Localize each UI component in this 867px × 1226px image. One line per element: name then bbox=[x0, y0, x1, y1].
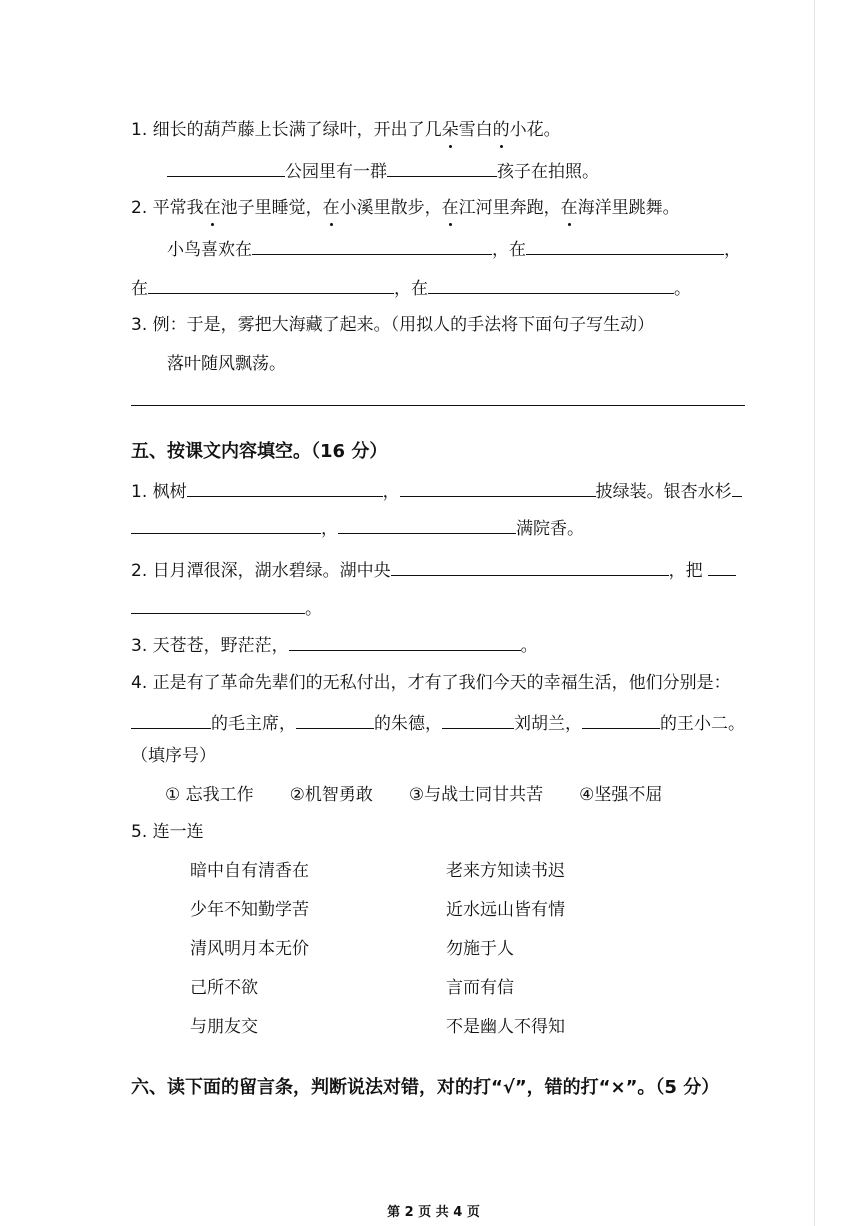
text-segment: 正是有了革命先辈们的无私付出，才有了我们今天的幸福生活，他们分别是： bbox=[152, 673, 731, 693]
section-6-heading: 六、读下面的留言条，判断说法对错，对的打“√”，错的打“×”。（5 分） bbox=[131, 1077, 720, 1098]
text-segment: 雪白 bbox=[458, 120, 493, 140]
answer-blank[interactable] bbox=[131, 595, 305, 614]
answer-blank[interactable] bbox=[131, 515, 321, 534]
answer-blank[interactable] bbox=[296, 710, 374, 729]
q1-sentence bbox=[131, 118, 561, 142]
s5-q1-line-1 bbox=[131, 478, 742, 504]
q-number: 2. bbox=[131, 561, 148, 581]
text-segment: 日月潭很深，湖水碧绿。湖中央 bbox=[152, 561, 391, 581]
text-segment: 小溪里散步， bbox=[339, 198, 442, 218]
text-segment: 。 bbox=[674, 279, 691, 299]
answer-blank[interactable] bbox=[187, 478, 383, 497]
option-3: ③与战士同甘共苦 bbox=[408, 785, 544, 805]
answer-blank[interactable] bbox=[732, 478, 742, 497]
s5-q2-line-1 bbox=[131, 557, 736, 583]
answer-blank[interactable] bbox=[708, 557, 736, 576]
match-right-4[interactable]: 言而有信 bbox=[446, 978, 514, 998]
text-segment: ， bbox=[724, 240, 741, 260]
text-segment: 的毛主席， bbox=[211, 714, 296, 734]
text-segment: 海洋里跳舞。 bbox=[577, 198, 680, 218]
text-segment: 披绿装。银杏水杉 bbox=[595, 482, 732, 502]
section-5-heading: 五、按课文内容填空。（16 分） bbox=[131, 441, 388, 462]
q-number: 1. bbox=[131, 482, 148, 502]
q-number: 5. bbox=[131, 822, 148, 842]
answer-blank[interactable] bbox=[526, 236, 724, 255]
s5-q2-line-2 bbox=[131, 595, 322, 621]
q3-sentence bbox=[167, 352, 286, 376]
match-right-3[interactable]: 勿施于人 bbox=[446, 939, 514, 959]
dotted-char: 在 bbox=[322, 198, 340, 218]
match-left-3[interactable]: 清风明月本无价 bbox=[190, 939, 309, 959]
match-left-1[interactable]: 暗中自有清香在 bbox=[190, 861, 309, 881]
s5-q5-title bbox=[131, 820, 204, 844]
answer-blank[interactable] bbox=[167, 158, 285, 177]
answer-blank[interactable] bbox=[338, 515, 516, 534]
answer-blank[interactable] bbox=[289, 632, 521, 651]
s5-q4-hint: （填序号） bbox=[131, 746, 216, 766]
text-segment: 孩子在拍照。 bbox=[497, 162, 599, 182]
text-segment: 。 bbox=[520, 636, 538, 656]
s5-q3-line bbox=[131, 632, 538, 658]
text-segment: 。 bbox=[305, 599, 322, 619]
s5-q1-line-2 bbox=[131, 515, 584, 541]
s5-q4-blanks bbox=[131, 710, 745, 736]
text-segment: 天苍苍，野茫茫， bbox=[152, 636, 289, 656]
text-segment: 连一连 bbox=[152, 822, 204, 842]
option-4: ④坚强不屈 bbox=[579, 785, 663, 805]
text-segment: ，把 bbox=[668, 561, 703, 581]
match-right-2[interactable]: 近水远山皆有情 bbox=[446, 900, 565, 920]
q1-fill-line bbox=[167, 158, 599, 184]
text-segment: ， bbox=[382, 482, 400, 502]
dotted-char: 在 bbox=[203, 198, 221, 218]
match-left-2[interactable]: 少年不知勤学苦 bbox=[190, 900, 309, 920]
match-left-4[interactable]: 己所不欲 bbox=[190, 978, 258, 998]
answer-blank[interactable] bbox=[148, 275, 394, 294]
text-segment: 例：于是，雾把大海藏了起来。（用拟人的手法将下面句子写生动） bbox=[152, 315, 655, 335]
q-number: 1. bbox=[131, 120, 148, 140]
match-left-5[interactable]: 与朋友交 bbox=[190, 1017, 258, 1037]
option-2: ②机智勇敢 bbox=[289, 785, 373, 805]
text-segment: 的王小二。 bbox=[660, 714, 745, 734]
text-segment: 在 bbox=[509, 240, 526, 260]
page-edge-line bbox=[814, 0, 815, 1226]
s5-q4-text bbox=[131, 671, 731, 695]
text-segment: 平常我 bbox=[152, 198, 204, 218]
answer-blank[interactable] bbox=[428, 275, 674, 294]
option-1: ① 忘我工作 bbox=[165, 785, 254, 805]
text-segment: 刘胡兰， bbox=[514, 714, 582, 734]
text-segment: 小鸟喜欢在 bbox=[167, 240, 252, 260]
text-segment: 在 bbox=[131, 279, 148, 299]
answer-blank[interactable] bbox=[400, 478, 596, 497]
q3-instruction bbox=[131, 313, 654, 337]
text-segment: 江河里奔跑， bbox=[458, 198, 561, 218]
answer-blank[interactable] bbox=[252, 236, 492, 255]
q-number: 2. bbox=[131, 198, 148, 218]
text-segment: 枫树 bbox=[152, 482, 187, 502]
text-segment: ， bbox=[492, 240, 509, 260]
match-right-1[interactable]: 老来方知读书迟 bbox=[446, 861, 565, 881]
dotted-char: 朵 bbox=[441, 120, 459, 140]
q2-fill-line-2 bbox=[131, 275, 691, 301]
page-footer: 第 2 页 共 4 页 bbox=[387, 1205, 480, 1220]
text-segment: ， bbox=[394, 279, 411, 299]
s5-q4-options bbox=[165, 783, 662, 807]
q2-fill-line-1 bbox=[167, 236, 741, 262]
dotted-char: 在 bbox=[560, 198, 578, 218]
answer-blank[interactable] bbox=[442, 710, 514, 729]
text-segment: 公园里有一群 bbox=[285, 162, 387, 182]
text-segment: ， bbox=[321, 519, 338, 539]
q3-answer-line[interactable] bbox=[131, 405, 745, 406]
text-segment: 的朱德， bbox=[374, 714, 442, 734]
answer-blank[interactable] bbox=[387, 158, 497, 177]
q-number: 3. bbox=[131, 636, 148, 656]
text-segment: 细长的葫芦藤上长满了绿叶，开出了几 bbox=[152, 120, 442, 140]
q-number: 3. bbox=[131, 315, 148, 335]
text-segment: 落叶随风飘荡。 bbox=[167, 354, 286, 374]
q2-sentence bbox=[131, 196, 680, 220]
text-segment: 小花。 bbox=[509, 120, 561, 140]
text-segment: 满院香。 bbox=[516, 519, 584, 539]
text-segment: 在 bbox=[411, 279, 428, 299]
text-segment: 池子里睡觉， bbox=[220, 198, 323, 218]
q-number: 4. bbox=[131, 673, 148, 693]
dotted-char: 在 bbox=[441, 198, 459, 218]
answer-blank[interactable] bbox=[582, 710, 660, 729]
dotted-char: 的 bbox=[492, 120, 510, 140]
answer-blank[interactable] bbox=[391, 557, 669, 576]
answer-blank[interactable] bbox=[131, 710, 211, 729]
match-right-5[interactable]: 不是幽人不得知 bbox=[446, 1017, 565, 1037]
